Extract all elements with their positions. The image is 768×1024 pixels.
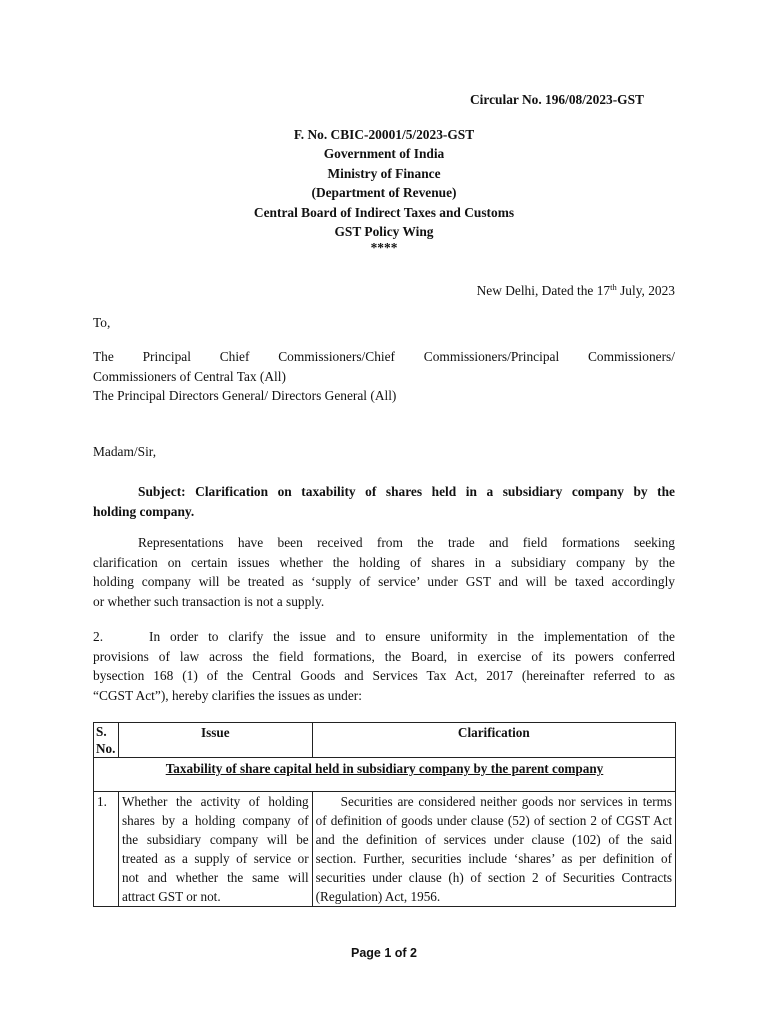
header-issue: Issue: [118, 723, 312, 758]
row-sno: 1.: [94, 792, 119, 907]
department-line: (Department of Revenue): [311, 185, 457, 201]
para2-line-4: “CGST Act”), hereby clarifies the issues as under:: [93, 687, 362, 703]
stars-separator: ****: [370, 240, 398, 256]
addressee-line-2: Commissioners of Central Tax (All): [93, 368, 286, 384]
para2-number: 2.: [93, 629, 104, 644]
para1-line-3: holding company will be treated as ‘supply of service’ under GST and will be taxed accordingly: [93, 574, 675, 589]
para2-line-2: provisions of law across the field formations, the Board, in exercise of its powers conferred: [93, 648, 675, 664]
subject-block: [93, 482, 675, 521]
letterhead: [93, 125, 675, 255]
circular-number: Circular No. 196/08/2023-GST: [470, 92, 644, 107]
board-line: Central Board of Indirect Taxes and Customs: [253, 204, 515, 220]
row-issue: Whether the activity of holding shares by a holding company of the subsidiary company will be treated as a supply of service or not and whether the same will attract GST or not.: [118, 792, 312, 907]
file-number: F. No. CBIC-20001/5/2023-GST: [293, 127, 475, 142]
para1-line-1: Representations have been received from the trade and field formations seeking: [138, 535, 675, 550]
header-sno: S. No.: [94, 723, 119, 758]
para2-line-3: bysection 168 (1) of the Central Goods and Services Tax Act, 2017 (hereinafter referred to as: [93, 668, 675, 683]
addressee-line-1: The Principal Chief Commissioners/Chief Commissioners/Principal Commissioners/: [93, 349, 675, 364]
ministry-line: Ministry of Finance: [327, 165, 441, 181]
table-section-row: [94, 758, 676, 792]
page-number: Page 1 of 2: [351, 946, 417, 960]
para1-line-2: clarification on certain issues whether the holding of shares in a subsidiary company by the: [93, 554, 675, 570]
clarification-table: [93, 722, 676, 907]
dateline-prefix: New Delhi, Dated the 17: [476, 283, 611, 298]
paragraph-2: [93, 627, 675, 705]
wing-line: GST Policy Wing: [334, 223, 434, 239]
para2-line-1-text: In order to clarify the issue and to ensure uniformity in the implementation of the: [149, 629, 675, 644]
dateline-suffix: July, 2023: [616, 283, 675, 298]
dateline: [477, 283, 675, 299]
to-line: To,: [93, 315, 111, 330]
section-title: Taxability of share capital held in subsidiary company by the parent company: [94, 758, 676, 792]
subject-line-1: Subject: Clarification on taxability of shares held in a subsidiary company by the: [138, 484, 675, 499]
government-line: Government of India: [323, 146, 445, 162]
table-header-row: [94, 723, 676, 758]
dateline-sup: th: [610, 282, 617, 292]
table-row: [94, 792, 676, 907]
row-clarification: Securities are considered neither goods nor services in terms of definition of goods under clause (52) of section 2 of CGST Act and the definition of services under clause (102) of the said section. Further, securities include ‘shares’ as per definition of securities under clause (h) of section 2 of Securities Contracts (Regulation) Act, 1956.: [312, 792, 675, 907]
header-clarification: Clarification: [312, 723, 675, 758]
salutation: Madam/Sir,: [93, 444, 157, 459]
para2-line-1: [93, 627, 675, 647]
subject-line-2: holding company.: [93, 503, 195, 519]
paragraph-1: [93, 533, 675, 611]
addressee-line-3: The Principal Directors General/ Directors General (All): [93, 388, 397, 403]
para1-line-4: or whether such transaction is not a supply.: [93, 593, 325, 609]
addressee-block: [93, 347, 675, 406]
